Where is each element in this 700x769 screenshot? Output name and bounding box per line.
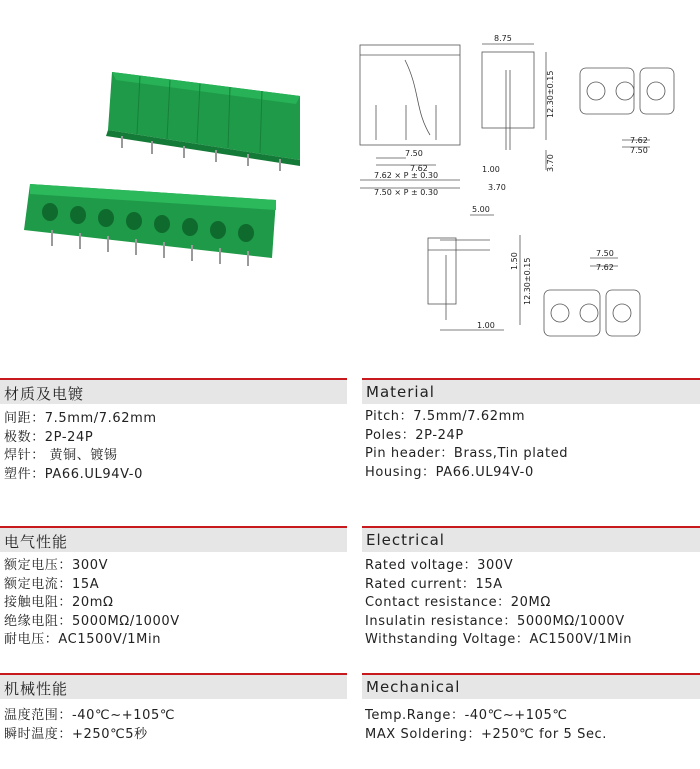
dim-bottom-height: 12.30±0.15 [523,257,532,305]
section-header-material-en: Material [362,378,700,404]
dim-bottom-150: 1.50 [510,252,519,270]
dim-pitch-762: 7.62 [410,164,428,173]
spec-row: Rated voltage：300V [365,558,514,573]
dim-pin-foot-370: 3.70 [488,183,506,192]
spec-row: 间距：7.5mm/7.62mm [4,411,157,426]
section-header-mechanical-en: Mechanical [362,673,700,699]
dim-pin-len-370: 3.70 [546,154,555,172]
spec-row: 塑件：PA66.UL94V-0 [4,466,143,482]
dim-bottom-pitch-750: 7.50 [596,249,614,258]
mechanical-list-cn [4,707,175,744]
spec-row: Temp.Range：-40℃~+105℃ [365,708,568,723]
spec-row: 瞬时温度：+250℃5秒 [4,726,148,742]
spec-row: Poles：2P-24P [365,427,464,443]
material-list-en [365,408,568,482]
dim-bottom-pitch-762: 7.62 [596,263,614,272]
spec-row: Pitch：7.5mm/7.62mm [365,409,526,424]
spec-row: Withstanding Voltage：AC1500V/1Min [365,632,633,647]
spec-row: 额定电压：300V [4,558,109,573]
spec-row: 焊针： 黄铜、镀锡 [4,448,118,463]
drawing-right-angle-view [428,215,520,330]
dim-bottom-500: 5.00 [472,205,490,214]
dim-pitch-750: 7.50 [405,149,423,158]
dim-total-750: 7.50 × P ± 0.30 [374,188,439,197]
spec-row: 额定电流：15A [4,576,100,592]
spec-row: 绝缘电阻：5000MΩ/1000V [4,613,180,629]
section-header-mechanical-cn: 机械性能 [0,673,347,699]
spec-row: Insulatin resistance：5000MΩ/1000V [365,613,625,629]
material-list-cn [4,410,157,484]
spec-row: MAX Soldering：+250℃ for 5 Sec. [365,726,608,742]
drawing-end-view-top [580,68,674,147]
section-header-electrical-cn: 电气性能 [0,526,347,552]
dim-right-pitch-762: 7.62 [630,136,648,145]
product-figure [0,0,700,370]
section-header-electrical-en: Electrical [362,526,700,552]
dim-right-pitch-750: 7.50 [630,146,648,155]
mechanical-list-en [365,707,607,744]
section-header-material-cn: 材质及电镀 [0,378,347,404]
spec-row: 温度范围：-40℃~+105℃ [4,708,176,723]
dim-bottom-100: 1.00 [477,321,495,330]
spec-row: Contact resistance：20MΩ [365,595,551,610]
drawing-side-view [482,44,546,170]
spec-row: 耐电压：AC1500V/1Min [4,632,162,647]
dim-height-main: 12.30±0.15 [546,70,555,118]
spec-row: Housing：PA66.UL94V-0 [365,464,534,480]
electrical-list-cn [4,557,180,650]
dim-total-762: 7.62 × P ± 0.30 [374,171,439,180]
connector-photo-right-angle [24,184,276,266]
spec-row: 极数：2P-24P [4,429,94,445]
spec-row: Pin header：Brass,Tin plated [365,446,569,461]
spec-row: Rated current：15A [365,576,503,592]
connector-photo-straight [106,72,300,171]
dim-pin-len-100: 1.00 [482,165,500,174]
spec-row: 接触电阻：20mΩ [4,595,114,610]
drawing-end-view-bottom [544,258,640,336]
dim-top-width: 8.75 [494,34,512,43]
electrical-list-en [365,557,632,650]
